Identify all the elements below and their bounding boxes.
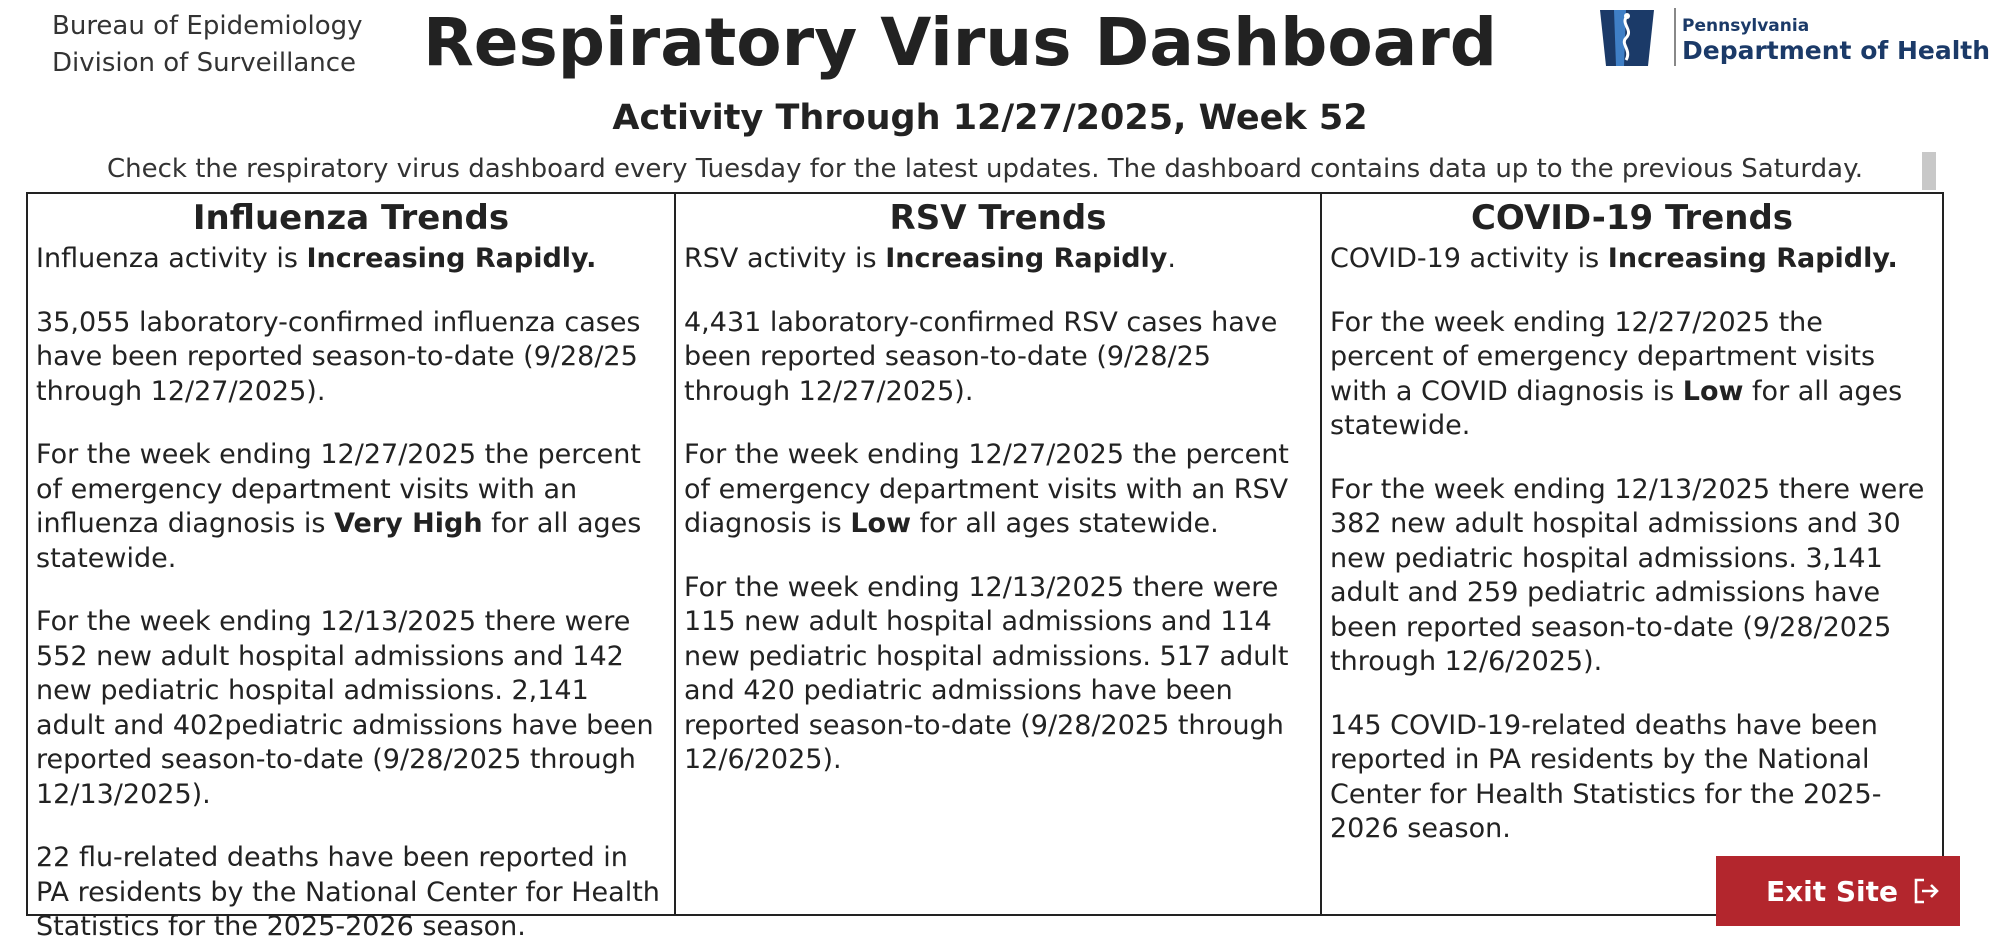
influenza-ed-level: Very High xyxy=(334,508,483,539)
influenza-activity-level: Increasing Rapidly. xyxy=(306,243,597,274)
influenza-hospital-admissions: For the week ending 12/13/2025 there were 552 new adult hospital admissions and 142 new pediatric hospital admissions. 2,141 adult and 402pediatric admissions have been reported season-to-date (9/28/2025 through 12/13/2025). xyxy=(36,606,654,810)
bureau-name: Bureau of Epidemiology xyxy=(52,11,363,41)
influenza-ed-visits: For the week ending 12/27/2025 the percent of emergency department visits with an influenza diagnosis is Very High for all ages statewide. xyxy=(36,439,642,574)
rsv-cases: 4,431 laboratory-confirmed RSV cases have been reported season-to-date (9/28/25 through 12/27/2025). xyxy=(684,306,1278,407)
covid-activity-level: Increasing Rapidly. xyxy=(1607,243,1898,274)
keystone-logo-icon xyxy=(1596,8,1658,68)
pa-health-logo xyxy=(1596,6,1990,68)
covid-title: COVID-19 Trends xyxy=(1470,198,1794,238)
covid-panel xyxy=(1320,194,1942,914)
influenza-title: Influenza Trends xyxy=(192,198,510,238)
exit-site-button[interactable] xyxy=(1716,856,1960,926)
logo-department: Department of Health xyxy=(1682,36,1990,65)
scrollbar-thumb[interactable] xyxy=(1922,152,1936,190)
rsv-activity: RSV activity is Increasing Rapidly. xyxy=(684,243,1176,274)
page-subtitle: Activity Through 12/27/2025, Week 52 xyxy=(612,98,1368,138)
covid-deaths: 145 COVID-19-related deaths have been reported in PA residents by the National Center for Health Statistics for the 2025-2026 season. xyxy=(1330,709,1882,844)
influenza-activity: Influenza activity is Increasing Rapidly. xyxy=(36,243,597,274)
page-title: Respiratory Virus Dashboard xyxy=(422,4,1498,81)
exit-site-label: Exit Site xyxy=(1765,874,1898,908)
covid-hospital-admissions: For the week ending 12/13/2025 there were 382 new adult hospital admissions and 30 new pediatric hospital admissions. 3,141 adult and 259 pediatric admissions have been reported season-to-date (9/28/2025 through 12/6/2025). xyxy=(1330,473,1925,677)
logo-separator xyxy=(1674,8,1676,66)
influenza-deaths: 22 flu-related deaths have been reported in PA residents by the National Center for Health Statistics for the 2025-2026 season. xyxy=(36,842,660,942)
influenza-panel xyxy=(28,194,674,942)
influenza-cases: 35,055 laboratory-confirmed influenza cases have been reported season-to-date (9/28/25 through 12/27/2025). xyxy=(36,306,641,407)
rsv-panel xyxy=(674,194,1320,914)
exit-icon xyxy=(1912,877,1940,905)
update-note: Check the respiratory virus dashboard every Tuesday for the latest updates. The dashboard contains data up to the previous Saturday. xyxy=(106,154,1864,184)
rsv-ed-level: Low xyxy=(850,508,912,539)
covid-ed-visits: For the week ending 12/27/2025 the percent of emergency department visits with a COVID diagnosis is Low for all ages statewide. xyxy=(1330,306,1903,441)
rsv-ed-visits: For the week ending 12/27/2025 the percent of emergency department visits with an RSV diagnosis is Low for all ages statewide. xyxy=(684,439,1289,539)
rsv-activity-level: Increasing Rapidly xyxy=(885,243,1168,274)
rsv-hospital-admissions: For the week ending 12/13/2025 there were 115 new adult hospital admissions and 114 new pediatric hospital admissions. 517 adult and 420 pediatric admissions have been reported season-to-date (9/28/2025 through 12/6/2025). xyxy=(684,571,1289,775)
rsv-title: RSV Trends xyxy=(889,198,1107,238)
trends-panels xyxy=(26,192,1944,942)
covid-ed-level: Low xyxy=(1682,375,1744,407)
division-name: Division of Surveillance xyxy=(52,48,357,78)
logo-state: Pennsylvania xyxy=(1682,16,1810,36)
covid-activity: COVID-19 activity is Increasing Rapidly. xyxy=(1330,243,1898,274)
